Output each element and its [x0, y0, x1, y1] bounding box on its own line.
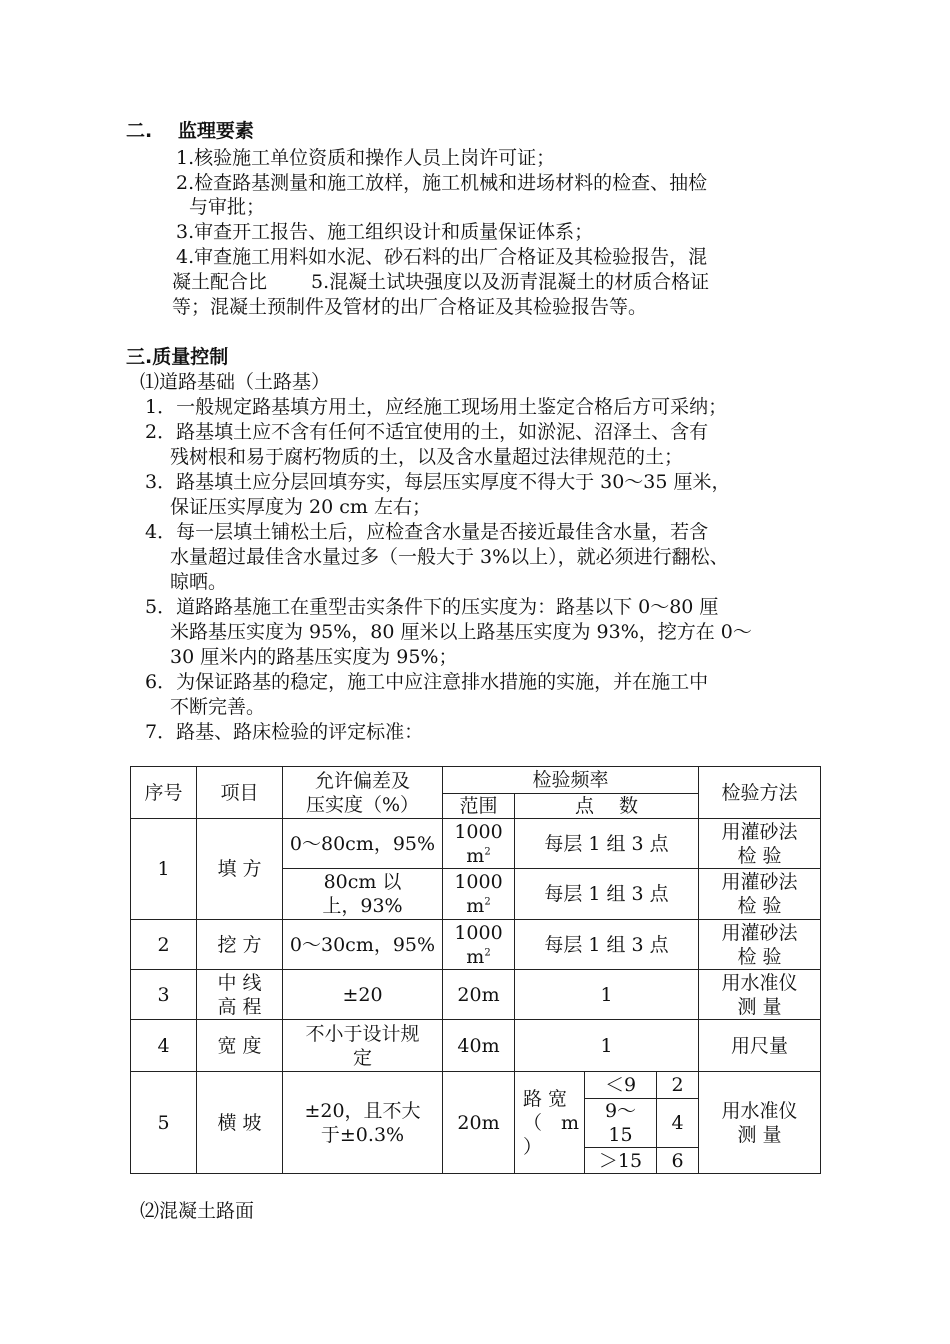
subsection-2-title: ⑵混凝土路面: [140, 1200, 255, 1222]
method-line: 测 量: [737, 1123, 782, 1146]
header-method: 检验方法: [699, 767, 821, 819]
width-range-line: 15: [608, 1124, 633, 1146]
road-width-label-line: ）: [523, 1135, 543, 1158]
cell-range: 20m: [443, 1072, 515, 1174]
cell-range: [443, 819, 515, 869]
cell-tolerance: [283, 1072, 443, 1174]
header-frequency: 检验频率: [443, 767, 699, 794]
paragraph-line: 米路基压实度为 95%，80 厘米以上路基压实度为 93%，挖方在 0～: [170, 621, 752, 643]
cell-range: [443, 869, 515, 920]
paragraph-line: 7．路基、路床检验的评定标准：: [145, 721, 424, 743]
header-range: 范围: [443, 794, 515, 819]
range-unit: [443, 945, 514, 969]
table-row: [131, 1072, 821, 1099]
range-value: 1000: [454, 921, 503, 944]
item-line: 中 线: [217, 971, 262, 994]
range-value: 1000: [454, 820, 503, 843]
table-row: [131, 1020, 821, 1072]
cell-tolerance: ±20: [283, 970, 443, 1020]
road-width-label-line: 路 宽: [523, 1087, 568, 1110]
cell-points: 每层 1 组 3 点: [515, 869, 699, 920]
method-line: 用灌砂法: [721, 921, 798, 944]
section-2-item-4-cont: 凝土配合比 5.混凝土试块强度以及沥青混凝土的材质合格证: [172, 271, 710, 293]
paragraph-line: 保证压实厚度为 20 cm 左右；: [170, 496, 431, 518]
tolerance-line: 于±0.3%: [320, 1123, 405, 1146]
cell-method: [699, 920, 821, 970]
method-line: 用水准仪: [721, 971, 798, 994]
cell-tolerance: [283, 1020, 443, 1072]
cell-seq: 4: [131, 1020, 197, 1072]
method-line: 用水准仪: [721, 1099, 798, 1122]
paragraph-line: 2．路基填土应不含有任何不适宜使用的土，如淤泥、沼泽土、含有: [145, 421, 709, 443]
cell-range: 40m: [443, 1020, 515, 1072]
method-line: 用灌砂法: [721, 871, 798, 893]
header-points: 点 数: [515, 794, 699, 819]
tolerance-line: 定: [352, 1046, 372, 1069]
cell-tolerance: [283, 869, 443, 920]
section-2-item-2: 2.检查路基测量和施工放样，施工机械和进场材料的检查、抽检: [176, 172, 708, 194]
paragraph-line: 5．道路路基施工在重型击实条件下的压实度为：路基以下 0～80 厘: [145, 596, 719, 618]
paragraph-line: 晾晒。: [170, 571, 228, 593]
paragraph-line: 1．一般规定路基填方用土，应经施工现场用土鉴定合格后方可采纳；: [145, 396, 728, 418]
paragraph-line: 不断完善。: [170, 696, 266, 718]
inspection-standard-table: [130, 766, 821, 1174]
section-2-item-3: 3.审查开工报告、施工组织设计和质量保证体系；: [176, 221, 594, 243]
cell-seq: 5: [131, 1072, 197, 1174]
cell-method: [699, 819, 821, 869]
section-2-item-4: 4.审查施工用料如水泥、砂石料的出厂合格证及其检验报告，混: [176, 246, 708, 268]
header-tolerance: [283, 767, 443, 819]
paragraph-line: 残树根和易于腐朽物质的土，以及含水量超过法律规范的土；: [170, 446, 684, 468]
section-3-heading: 三.质量控制: [126, 346, 229, 368]
cell-width-range: ＞15: [585, 1148, 657, 1174]
cell-method: [699, 1072, 821, 1174]
table-row: [131, 920, 821, 970]
road-width-label-line: （ m: [523, 1111, 580, 1134]
unit-superscript: 2: [484, 947, 491, 959]
cell-tolerance: 0～80cm，95%: [283, 819, 443, 869]
section-2-item-5-cont: 等；混凝土预制件及管材的出厂合格证及其检验报告等。: [172, 296, 648, 318]
unit-text: m: [466, 945, 485, 968]
cell-points: 每层 1 组 3 点: [515, 819, 699, 869]
header-item: 项目: [197, 767, 283, 819]
cell-point-count: 2: [657, 1072, 699, 1099]
cell-point-count: 6: [657, 1148, 699, 1174]
header-tolerance-line: 允许偏差及: [314, 769, 410, 792]
range-unit: [443, 894, 514, 918]
item-line: 高 程: [217, 995, 262, 1018]
range-value: 1000: [454, 871, 503, 893]
cell-width-range: ＜9: [585, 1072, 657, 1099]
paragraph-line: 6．为保证路基的稳定，施工中应注意排水措施的实施，并在施工中: [145, 671, 709, 693]
cell-road-width-label: [515, 1072, 585, 1174]
cell-item: 挖 方: [197, 920, 283, 970]
cell-seq: 2: [131, 920, 197, 970]
tolerance-line: 80cm 以: [323, 871, 402, 893]
paragraph-line: 4．每一层填土铺松土后，应检查含水量是否接近最佳含水量，若含: [145, 521, 709, 543]
unit-superscript: 2: [484, 846, 491, 858]
cell-method: [699, 869, 821, 920]
cell-width-range: [585, 1099, 657, 1148]
section-2-item-2-cont: 与审批；: [189, 196, 266, 218]
tolerance-line: 上，93%: [322, 895, 403, 917]
cell-method: [699, 970, 821, 1020]
paragraph-line: 3．路基填土应分层回填夯实，每层压实厚度不得大于 30～35 厘米，: [145, 471, 731, 493]
paragraph-line: 水量超过最佳含水量过多（一般大于 3%以上），就必须进行翻松、: [170, 546, 729, 568]
range-unit: [443, 844, 514, 868]
method-line: 测 量: [737, 995, 782, 1018]
cell-points: 1: [515, 970, 699, 1020]
cell-tolerance: 0～30cm，95%: [283, 920, 443, 970]
cell-range: [443, 920, 515, 970]
header-seq: 序号: [131, 767, 197, 819]
cell-item: 横 坡: [197, 1072, 283, 1174]
table-row: [131, 970, 821, 1020]
cell-points: 1: [515, 1020, 699, 1072]
unit-superscript: 2: [484, 896, 491, 908]
table-row: [131, 819, 821, 869]
cell-points: 每层 1 组 3 点: [515, 920, 699, 970]
section-2-heading: 二. 监理要素: [126, 120, 254, 142]
cell-item: 宽 度: [197, 1020, 283, 1072]
tolerance-line: ±20，且不大: [304, 1099, 421, 1122]
cell-item: 填 方: [197, 819, 283, 920]
tolerance-line: 不小于设计规: [305, 1022, 420, 1045]
cell-point-count: 4: [657, 1099, 699, 1148]
paragraph-line: 30 厘米内的路基压实度为 95%；: [170, 646, 458, 668]
width-range-line: 9～: [604, 1100, 637, 1122]
cell-item: [197, 970, 283, 1020]
subsection-1-title: ⑴道路基础（土路基）: [140, 371, 331, 393]
method-line: 检 验: [737, 945, 782, 968]
cell-seq: 1: [131, 819, 197, 920]
cell-seq: 3: [131, 970, 197, 1020]
header-tolerance-line: 压实度（%）: [305, 793, 420, 816]
unit-text: m: [466, 895, 485, 917]
section-2-item-1: 1.核验施工单位资质和操作人员上岗许可证；: [176, 147, 556, 169]
method-line: 检 验: [737, 844, 782, 867]
unit-text: m: [466, 844, 485, 867]
cell-range: 20m: [443, 970, 515, 1020]
method-line: 检 验: [737, 895, 782, 917]
method-line: 用灌砂法: [721, 820, 798, 843]
cell-method: 用尺量: [699, 1020, 821, 1072]
